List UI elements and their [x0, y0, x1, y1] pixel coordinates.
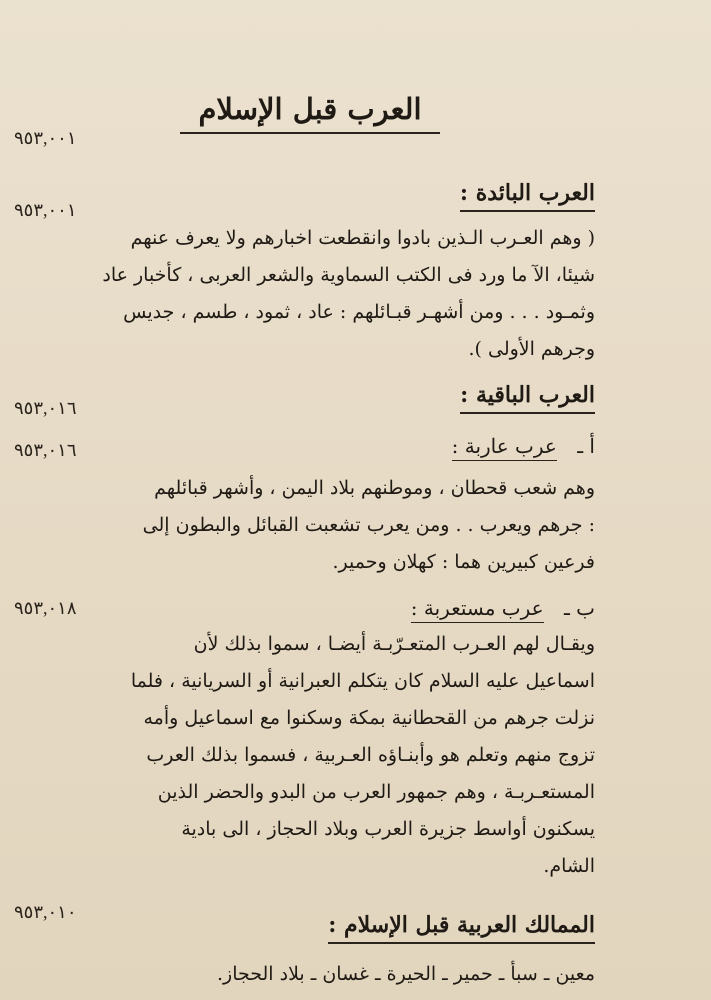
text-line: يسكنون أواسط جزيرة العرب وبلاد الحجاز ، الى بادية	[181, 818, 595, 840]
paragraph-kingdoms	[105, 956, 595, 993]
margin-number: ٩٥٣,٠١٨	[14, 598, 77, 618]
margin-number: ٩٥٣,٠١٦	[14, 440, 77, 460]
text-line: شيئا، الآ ما ورد فى الكتب السماوية والشعر العربى ، كأخبار عاد	[102, 264, 595, 286]
subheading-label: عرب مستعربة :	[411, 596, 544, 623]
text-line: ويقـال لهم العـرب المتعـرّبـة أيضـا ، سموا بذلك لأن	[193, 633, 595, 655]
margin-number: ٩٥٣,٠٠١	[14, 200, 77, 220]
subheading-label: عرب عاربة :	[452, 434, 557, 461]
text-line: وهم شعب قحطان ، وموطنهم بلاد اليمن ، وأشهر قبائلهم	[154, 477, 595, 499]
list-marker: ب ـ	[563, 596, 595, 620]
paragraph-extinct-arabs	[102, 220, 595, 368]
text-line: المستعـربـة ، وهم جمهور العرب من البدو والحضر الذين	[157, 781, 595, 803]
text-line: الشام.	[543, 855, 595, 877]
margin-number: ٩٥٣,٠٠١	[14, 128, 77, 148]
paragraph-arab-arabs	[105, 470, 595, 581]
text-line: معين ـ سبأ ـ حمير ـ الحيرة ـ غسان ـ بلاد الحجاز.	[216, 963, 595, 985]
text-line: : جرهم ويعرب . . ومن يعرب تشعبت القبائل والبطون إلى	[142, 514, 595, 536]
margin-number: ٩٥٣,٠١٦	[14, 398, 77, 418]
section-heading-kingdoms: الممالك العربية قبل الإسلام :	[328, 912, 595, 944]
text-line: تزوج منهم وتعلم هو وأبنـاؤه العـربية ، فسموا بذلك العرب	[146, 744, 595, 766]
text-line: وثمـود . . . ومن أشهـر قبـائلهم : عاد ، ثمود ، طسم ، جديس	[123, 301, 595, 323]
margin-number: ٩٥٣,٠١٠	[14, 902, 77, 922]
paragraph-arabized-arabs	[105, 626, 595, 885]
text-line: وجرهم الأولى ).	[468, 338, 595, 360]
section-heading-remaining-arabs: العرب الباقية :	[460, 382, 595, 414]
text-line: ( وهم العـرب الـذين بادوا وانقطعت اخبارهم ولا يعرف عنهم	[130, 227, 595, 249]
page-title: العرب قبل الإسلام	[180, 92, 440, 134]
list-marker: أ ـ	[577, 434, 595, 458]
subheading-b	[411, 596, 595, 620]
text-line: فرعين كبيرين هما : كهلان وحمير.	[332, 551, 595, 573]
text-line: اسماعيل عليه السلام كان يتكلم العبرانية أو السريانية ، فلما	[130, 670, 595, 692]
text-line: نزلت جرهم من القحطانية بمكة وسكنوا مع اسماعيل وأمه	[143, 707, 595, 729]
subheading-a	[452, 434, 595, 458]
section-heading-extinct-arabs: العرب البائدة :	[460, 180, 595, 212]
